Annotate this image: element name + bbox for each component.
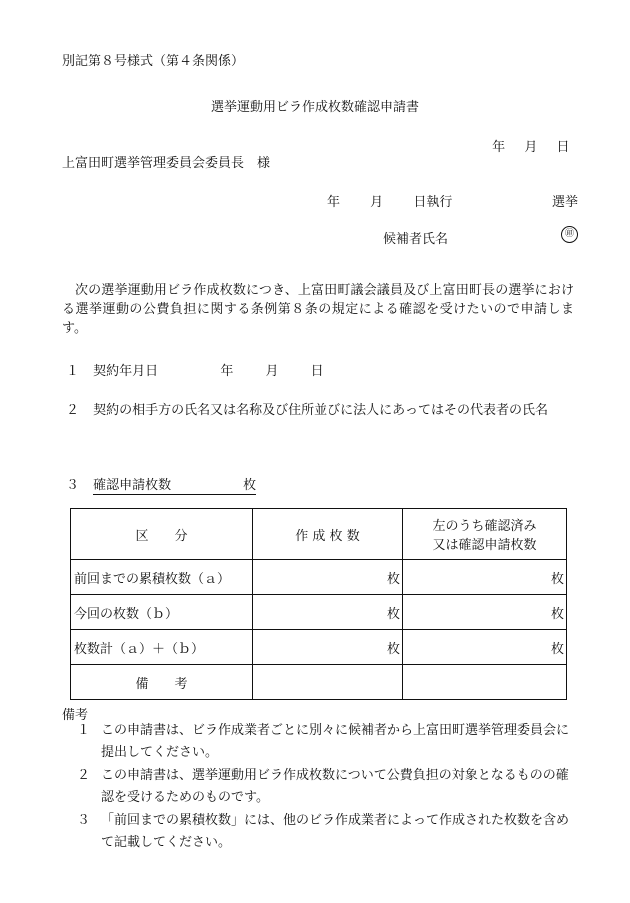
item3-label: 確認申請枚数 [93,478,172,493]
row-label: 前回までの累積枚数（ａ） [71,560,253,595]
item2-label: 契約の相手方の氏名又は名称及び住所並びに法人にあってはその代表者の氏名 [93,403,549,418]
item-contract-date [66,360,324,379]
table-row [71,595,567,630]
note-item [77,765,577,809]
election-year: 年 [327,195,341,210]
row-unit-confirmed: 枚 [403,560,567,595]
remarks-label: 備 考 [71,665,253,700]
row-unit-confirmed: 枚 [403,630,567,665]
date-month: 月 [524,140,538,155]
row-label: 今回の枚数（ｂ） [71,595,253,630]
item-contractor [66,399,548,418]
item2-number: ２ [66,403,80,418]
document-title: 選挙運動用ビラ作成枚数確認申請書 [210,100,419,115]
header-confirmed-line2: 又は確認申請枚数 [432,538,537,553]
table-row [71,630,567,665]
item-request-count [66,474,256,495]
note-number: ２ [77,768,91,783]
note-number: ３ [77,813,91,828]
addressee: 上富田町選挙管理委員会委員長 様 [62,156,271,171]
note-text: 「前回までの累積枚数」には、他のビラ作成業者によって作成された枚数を含めて記載してください。 [101,813,570,850]
table-remarks-row [71,665,567,700]
item1-label: 契約年月日 [93,364,159,379]
item1-year: 年 [220,364,234,379]
header-confirmed-line1: 左のうち確認済み [432,519,537,534]
election-date-line [327,191,452,210]
header-category: 区 分 [71,509,253,560]
table-row [71,560,567,595]
row-label: 枚数計（ａ）＋（ｂ） [71,630,253,665]
election-month: 月 [370,195,384,210]
header-created-count: 作 成 枚 数 [253,509,403,560]
remarks-cell [403,665,567,700]
election-day-exec: 日執行 [413,195,453,210]
item3-unit: 枚 [243,478,257,493]
row-unit-confirmed: 枚 [403,595,567,630]
application-statement: 次の選挙運動用ビラ作成枚数につき、上富田町議会議員及び上富田町長の選挙における選挙運動の公費負担に関する条例第８条の規定による確認を受けたいので申請します。 [62,283,574,336]
item1-number: １ [66,364,80,379]
note-number: １ [77,723,91,738]
remarks-cell [253,665,403,700]
seal-mark: ㊞ [561,226,578,243]
application-date [492,136,570,155]
form-number-label: 別記第８号様式（第４条関係） [62,54,245,69]
table-header-row [71,509,567,560]
header-confirmed-count [403,509,567,560]
row-unit-created: 枚 [253,560,403,595]
note-text: この申請書は、ビラ作成業者ごとに別々に候補者から上富田町選挙管理委員会に提出してください。 [101,723,570,760]
item3-underlined-field [93,474,256,495]
note-item [77,810,577,854]
candidate-name-label: 候補者氏名 [383,232,449,247]
note-item [77,720,577,764]
item3-number: ３ [66,478,80,493]
row-unit-created: 枚 [253,595,403,630]
date-year: 年 [492,140,506,155]
count-table [70,508,567,700]
election-suffix: 選挙 [551,195,578,210]
date-day: 日 [556,140,570,155]
notes-title: 備考 [62,708,89,723]
item1-day: 日 [310,364,324,379]
item1-month: 月 [265,364,279,379]
note-text: この申請書は、選挙運動用ビラ作成枚数について公費負担の対象となるものの確認を受けるためのものです。 [101,768,569,805]
row-unit-created: 枚 [253,630,403,665]
